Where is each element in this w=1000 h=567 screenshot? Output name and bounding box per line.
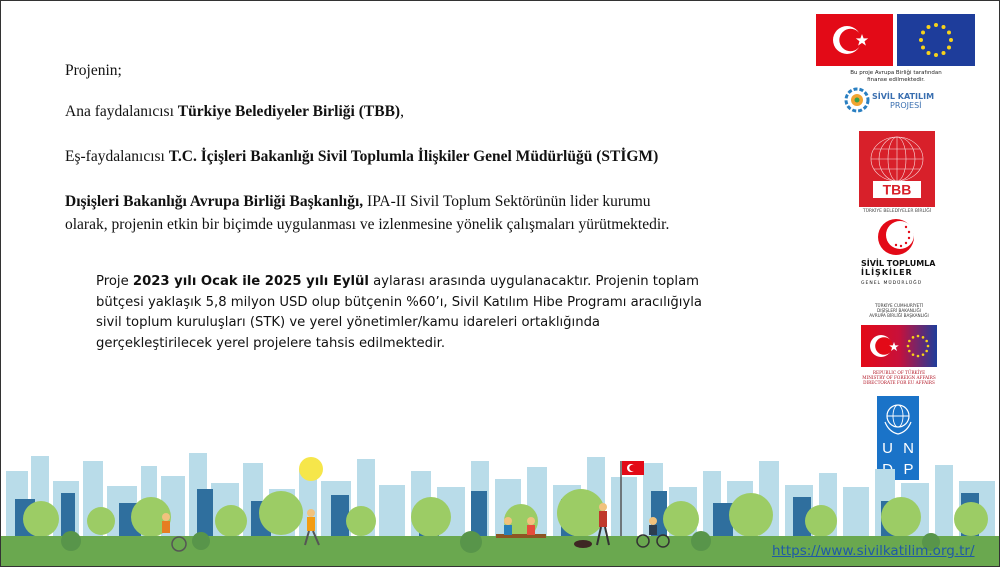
undp-letter-u: U (882, 440, 893, 457)
eu-star-icon (921, 31, 925, 35)
eu-star-icon (912, 353, 915, 356)
sivil-katilim-logo-text: SİVİL KATILIM PROJESİ (872, 92, 935, 110)
stigm-logo-text: SİVİL TOPLUMLA İLİŞKİLER GENEL MÜDÜRLÜĞÜ (861, 259, 936, 286)
project-info-text: Proje 2023 yılı Ocak ile 2025 yılı Eylül aylarası arasında uygulanacaktır. Projenin toplam bütçesi yaklaşık 5,8 milyon USD olup bütçenin %60’ı, Sivil Katılım Hibe Programı aracılığıyla sivil toplum kuruluşları (STK) ve yerel yönetimler/kamu idareleri ortaklığında gerçekleştirilecek yerel projelere tahsis edilmektedir. (96, 274, 703, 351)
eu-star-icon (908, 340, 911, 343)
tbb-logo (859, 131, 935, 207)
website-link[interactable]: https://www.sivilkatilim.org.tr/ (772, 543, 975, 559)
eu-star-icon (917, 335, 920, 338)
mfa-logo-bottom-text: REPUBLIC OF TÜRKİYE MINISTRY OF FOREIGN AFFAIRS DIRECTORATE FOR EU AFFAIRS (862, 370, 936, 385)
eu-star-icon (942, 25, 946, 29)
eu-star-icon (934, 53, 938, 57)
tbb-logo-label: TÜRKİYE BELEDİYELER BİRLİĞİ (862, 209, 932, 214)
mfa-logo-top-text: TÜRKİYE CUMHURİYETİ DIŞİŞLERİ BAKANLIĞI AVRUPA BİRLİĞİ BAŞKANLIĞI (869, 303, 929, 318)
eu-star-icon (934, 23, 938, 27)
eu-star-icon (912, 336, 915, 339)
eu-star-icon (925, 350, 928, 353)
paragraph-co-beneficiary: Eş-faydalanıcısı T.C. İçişleri Bakanlığı Sivil Toplumla İlişkiler Genel Müdürlüğü (STİGM) (65, 148, 659, 165)
eu-star-icon (927, 345, 930, 348)
eu-star-icon (925, 340, 928, 343)
paragraph-lead-institution: Dışişleri Bakanlığı Avrupa Birliği Başkanlığı, IPA-II Sivil Toplum Sektörünün lider kurumu olarak, projenin etkin bir biçimde uygulanması ve izlenmesine yönelik çalışmaları yürütmektedir. (65, 193, 670, 233)
undp-letter-p: P (903, 461, 914, 478)
eu-star-icon (922, 353, 925, 356)
undp-letter-n: N (903, 440, 914, 457)
eu-star-icon (921, 46, 925, 50)
turkey-flag-logo (816, 14, 893, 66)
eu-star-icon (907, 345, 910, 348)
paragraph-intro: Projenin; (65, 62, 122, 79)
eu-star-icon (922, 336, 925, 339)
eu-star-icon (908, 350, 911, 353)
eu-star-icon (942, 51, 946, 55)
sivil-katilim-emblem (844, 87, 870, 118)
eu-star-icon (947, 46, 951, 50)
eu-funding-note: Bu proje Avrupa Birliği tarafından finanse edilmektedir. (850, 70, 942, 83)
eu-flag-logo (897, 14, 975, 66)
eu-star-icon (919, 38, 923, 42)
eu-star-icon (927, 25, 931, 29)
eu-star-icon (949, 38, 953, 42)
mfa-flag-logo (861, 325, 937, 367)
stigm-emblem (876, 217, 916, 262)
svg-text:TBB: TBB (882, 181, 912, 198)
eu-star-icon (947, 31, 951, 35)
eu-star-icon (927, 51, 931, 55)
paragraph-main-beneficiary: Ana faydalanıcısı Türkiye Belediyeler Birliği (TBB), (65, 103, 404, 120)
eu-star-icon (917, 355, 920, 358)
